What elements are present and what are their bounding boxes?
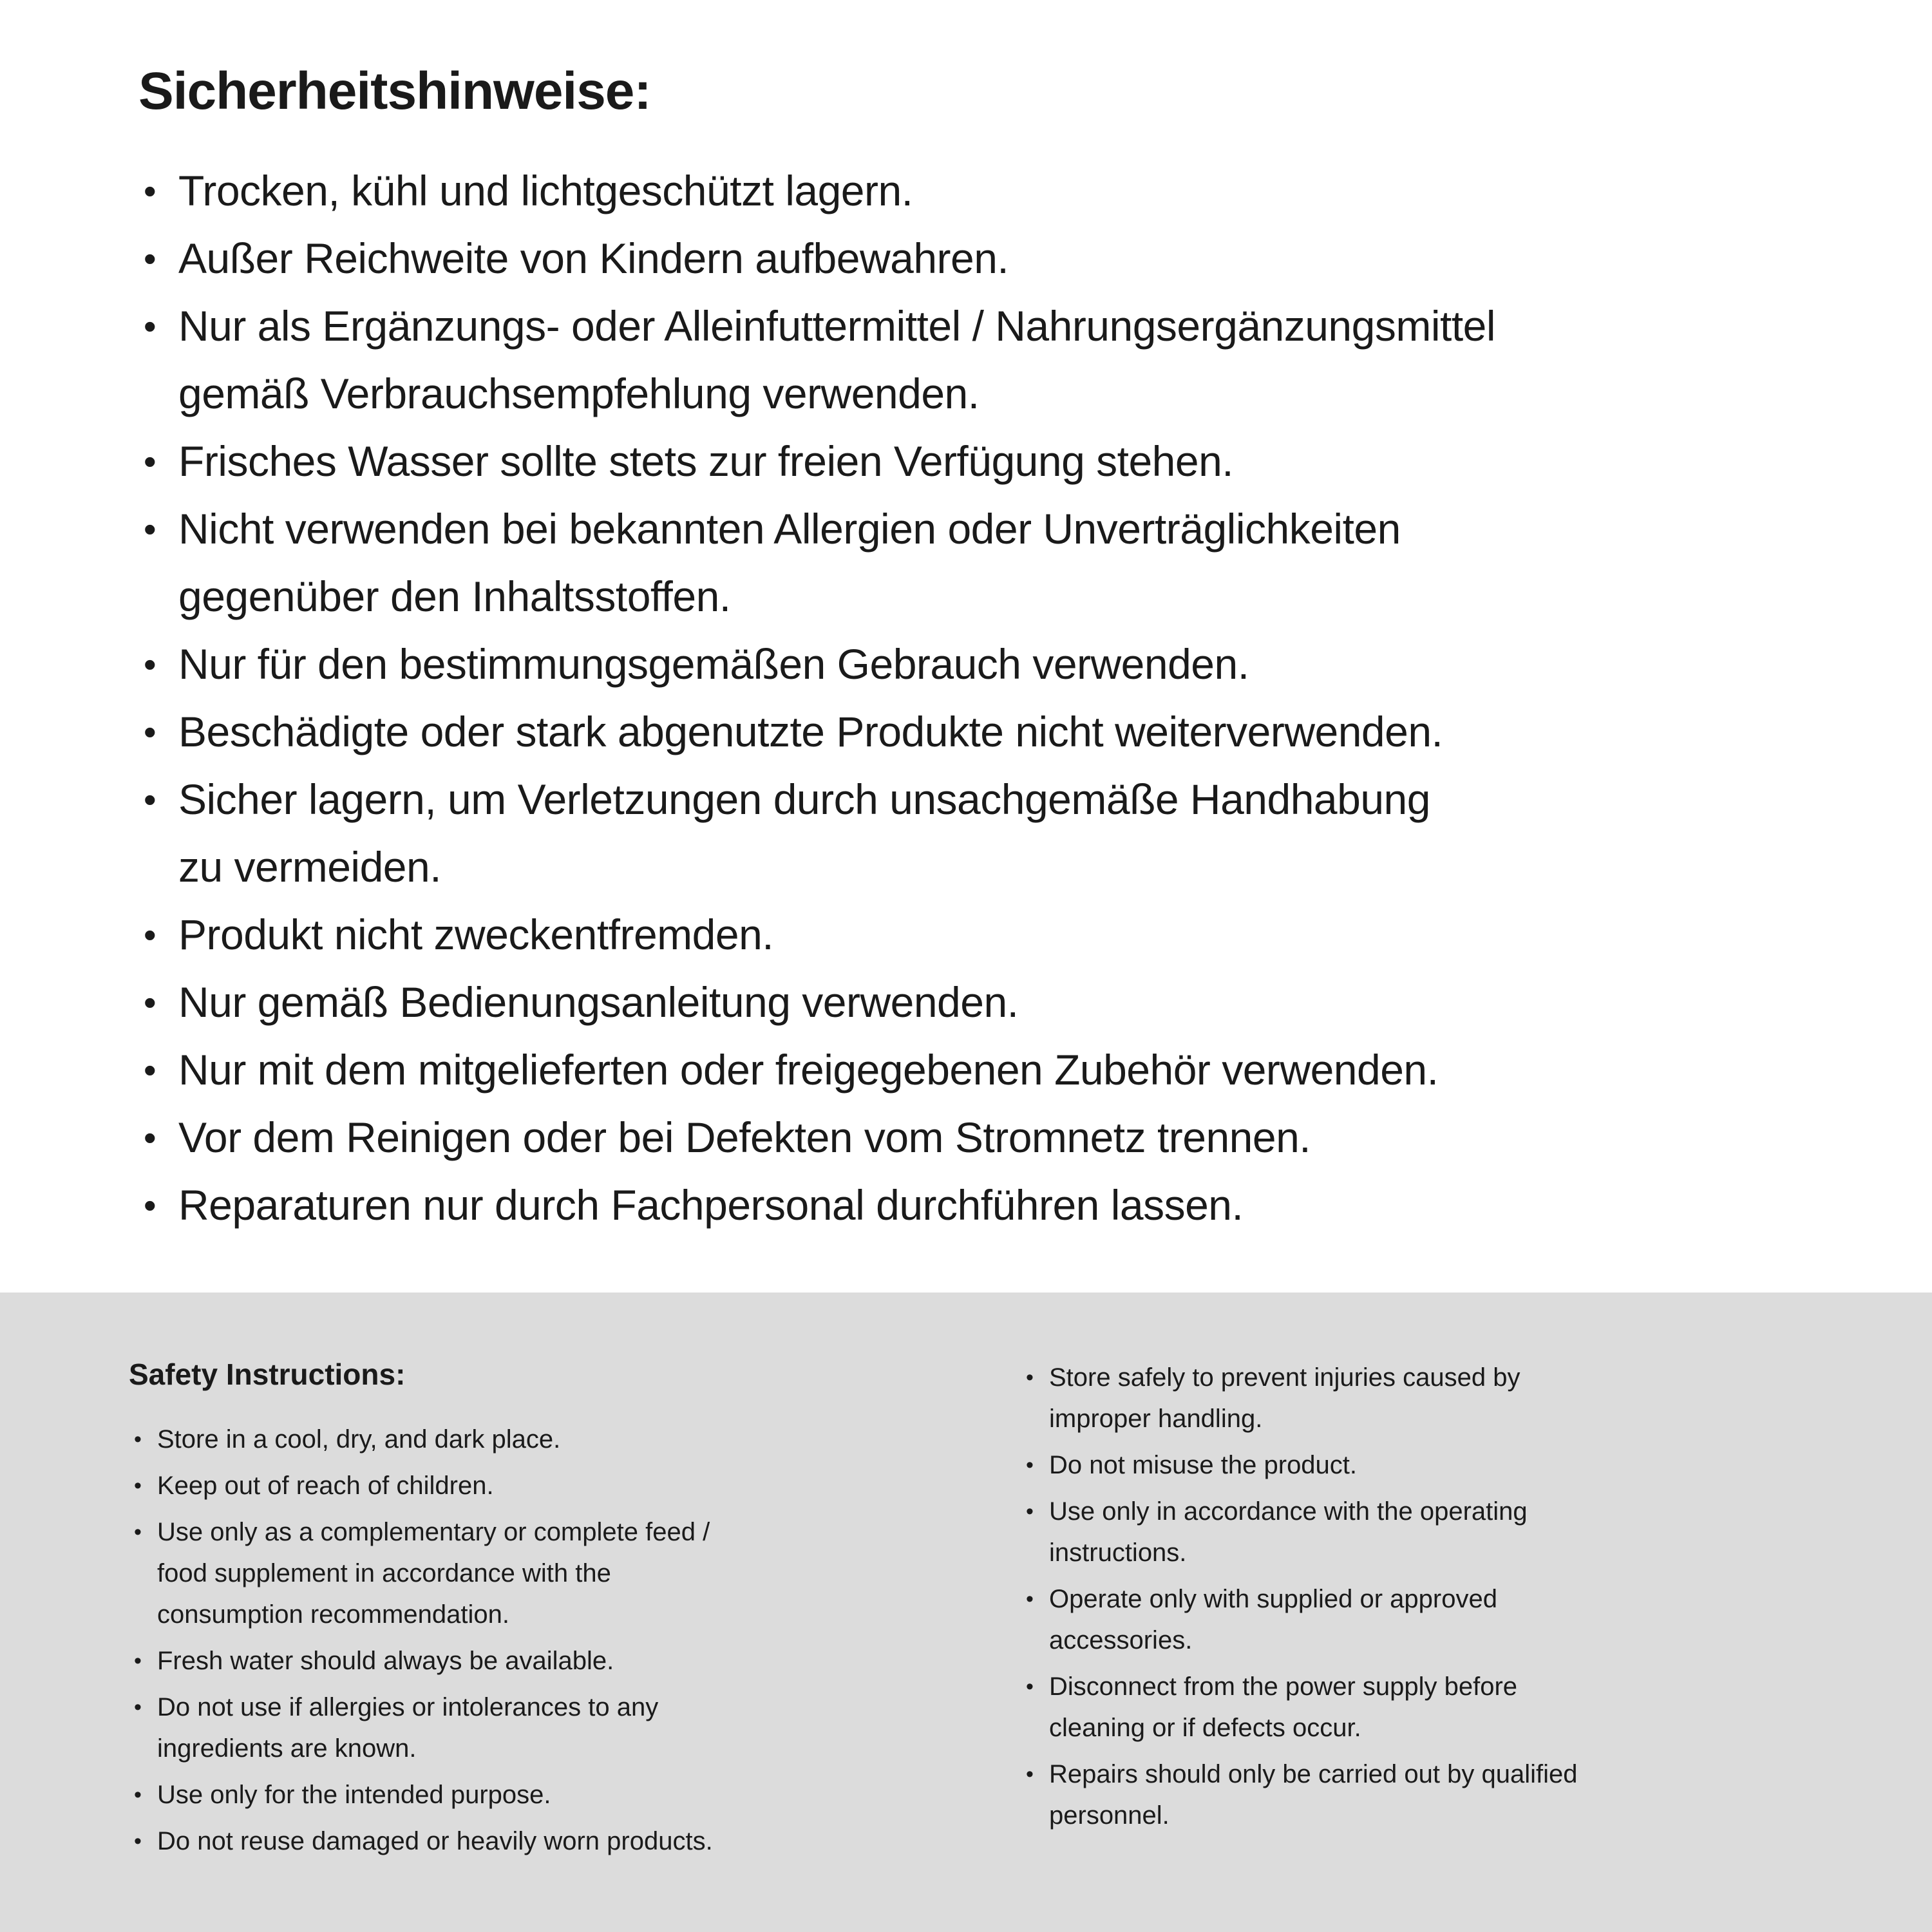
- list-item-line: • Produkt nicht zweckentfremden.: [178, 911, 774, 958]
- list-item: [129, 1511, 963, 1635]
- list-item-line: zu vermeiden.: [178, 843, 442, 891]
- german-section-title: Sicherheitshinweise:: [138, 62, 651, 120]
- list-item: [129, 1821, 963, 1862]
- list-item: [1021, 1666, 1855, 1748]
- list-item: [138, 766, 1893, 901]
- list-item-line: accessories.: [1049, 1626, 1193, 1654]
- list-item-line: • Reparaturen nur durch Fachpersonal durchführen lassen.: [178, 1181, 1244, 1229]
- list-item-line: • Außer Reichweite von Kindern aufbewahren.: [178, 234, 1009, 282]
- english-left-column: [129, 1357, 963, 1932]
- list-item: [138, 1104, 1893, 1171]
- list-item-line: • Do not use if allergies or intolerances to any: [157, 1693, 659, 1721]
- english-safety-list-left: [129, 1419, 963, 1862]
- english-safety-section: [0, 1293, 1932, 1932]
- list-item-line: • Nur mit dem mitgelieferten oder freigegebenen Zubehör verwenden.: [178, 1046, 1439, 1094]
- list-item-line: • Nur gemäß Bedienungsanleitung verwenden.: [178, 978, 1019, 1026]
- list-item-line: • Keep out of reach of children.: [157, 1472, 494, 1500]
- list-item-line: • Use only as a complementary or complete feed /: [157, 1518, 710, 1546]
- list-item: [129, 1640, 963, 1681]
- list-item: [1021, 1754, 1855, 1836]
- german-safety-list: [138, 157, 1893, 1239]
- list-item-line: personnel.: [1049, 1801, 1170, 1830]
- list-item-line: • Do not misuse the product.: [1049, 1451, 1358, 1479]
- list-item: [138, 157, 1893, 225]
- list-item-line: gegenüber den Inhaltsstoffen.: [178, 573, 731, 620]
- list-item-line: • Use only in accordance with the operating: [1049, 1497, 1528, 1526]
- list-item-line: gemäß Verbrauchsempfehlung verwenden.: [178, 370, 980, 417]
- list-item-line: consumption recommendation.: [157, 1600, 509, 1629]
- list-item-line: • Nur für den bestimmungsgemäßen Gebrauch verwenden.: [178, 640, 1249, 688]
- list-item: [1021, 1357, 1855, 1439]
- list-item: [138, 901, 1893, 969]
- list-item-line: • Beschädigte oder stark abgenutzte Produkte nicht weiterverwenden.: [178, 708, 1443, 755]
- list-item-line: • Vor dem Reinigen oder bei Defekten vom Stromnetz trennen.: [178, 1113, 1311, 1161]
- list-item-line: food supplement in accordance with the: [157, 1559, 611, 1587]
- english-safety-list-right: [1021, 1357, 1855, 1836]
- list-item: [129, 1419, 963, 1460]
- list-item-line: • Use only for the intended purpose.: [157, 1781, 551, 1809]
- list-item: [1021, 1491, 1855, 1573]
- list-item: [138, 428, 1893, 495]
- english-right-column: [1021, 1357, 1855, 1932]
- list-item: [138, 1171, 1893, 1239]
- list-item: [129, 1687, 963, 1769]
- list-item-line: instructions.: [1049, 1539, 1187, 1567]
- list-item: [138, 495, 1893, 630]
- list-item-line: • Nur als Ergänzungs- oder Alleinfuttermittel / Nahrungsergänzungsmittel: [178, 302, 1496, 350]
- list-item-line: • Do not reuse damaged or heavily worn products.: [157, 1827, 713, 1855]
- list-item: [138, 1036, 1893, 1104]
- list-item-line: improper handling.: [1049, 1405, 1263, 1433]
- list-item: [1021, 1444, 1855, 1486]
- list-item-line: • Sicher lagern, um Verletzungen durch unsachgemäße Handhabung: [178, 775, 1430, 823]
- list-item: [138, 225, 1893, 292]
- list-item: [138, 698, 1893, 766]
- english-section-title: Safety Instructions:: [129, 1358, 406, 1391]
- list-item-line: • Nicht verwenden bei bekannten Allergien oder Unverträglichkeiten: [178, 505, 1401, 553]
- list-item: [1021, 1578, 1855, 1661]
- list-item-line: • Repairs should only be carried out by qualified: [1049, 1760, 1578, 1788]
- list-item: [138, 969, 1893, 1036]
- list-item-line: • Store safely to prevent injuries caused by: [1049, 1363, 1520, 1392]
- list-item: [138, 630, 1893, 698]
- list-item-line: cleaning or if defects occur.: [1049, 1714, 1361, 1742]
- list-item-line: • Operate only with supplied or approved: [1049, 1585, 1497, 1613]
- list-item-line: • Disconnect from the power supply before: [1049, 1672, 1518, 1701]
- list-item-line: ingredients are known.: [157, 1734, 417, 1763]
- list-item-line: • Fresh water should always be available.: [157, 1647, 614, 1675]
- list-item: [138, 292, 1893, 428]
- list-item: [129, 1465, 963, 1506]
- list-item-line: • Trocken, kühl und lichtgeschützt lagern.: [178, 167, 913, 214]
- list-item-line: • Store in a cool, dry, and dark place.: [157, 1425, 561, 1454]
- list-item-line: • Frisches Wasser sollte stets zur freien Verfügung stehen.: [178, 437, 1234, 485]
- list-item: [129, 1774, 963, 1815]
